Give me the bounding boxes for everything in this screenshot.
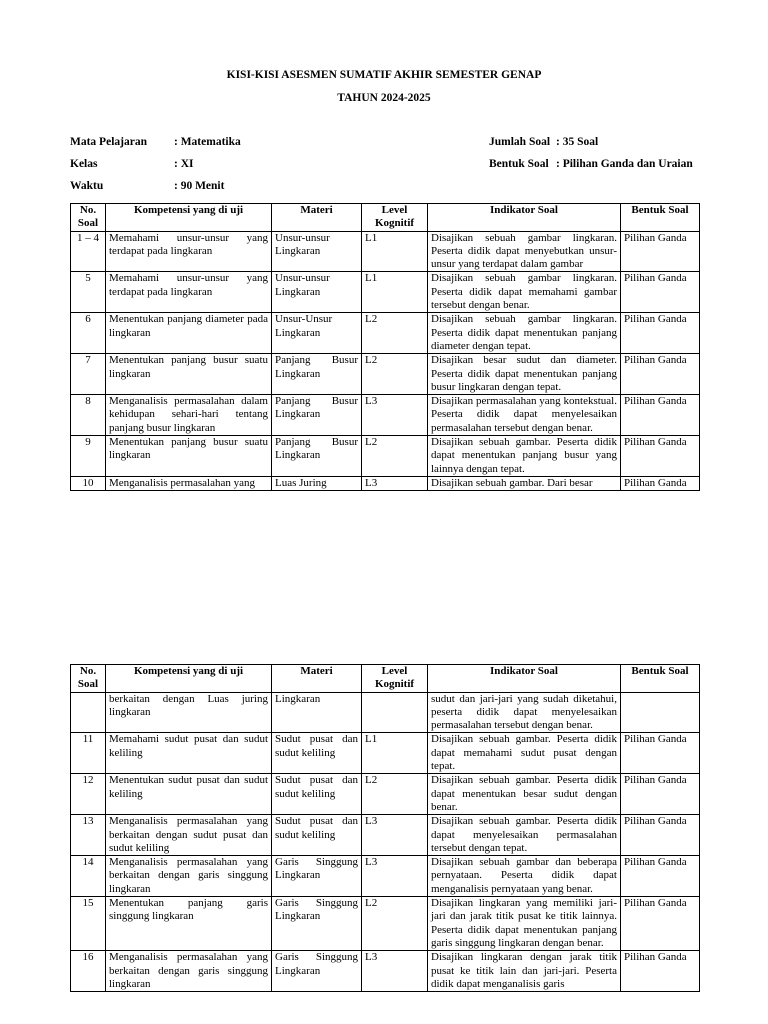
level-kognitif-cell: L2	[362, 436, 428, 477]
level-kognitif-cell: L1	[362, 272, 428, 313]
indikator-cell: Disajikan lingkaran dengan jarak titik pusat ke titik lain dan jari-jari. Peserta didik dapat menganalisis garis	[428, 951, 621, 992]
table-row	[71, 436, 700, 477]
bentuk-soal-cell: Pilihan Ganda	[621, 951, 700, 992]
bentuk-soal-cell: Pilihan Ganda	[621, 354, 700, 395]
table-row	[71, 476, 700, 490]
header-no-soal: No. Soal	[71, 665, 106, 693]
kompetensi-cell: Menentukan sudut pusat dan sudut keliling	[106, 774, 272, 815]
table-row	[71, 354, 700, 395]
materi-cell: Panjang Busur Lingkaran	[272, 395, 362, 436]
mapel-label: Mata Pelajaran	[70, 136, 147, 148]
level-kognitif-cell: L3	[362, 815, 428, 856]
no-soal-cell: 11	[71, 733, 106, 774]
table-row	[71, 897, 700, 951]
kompetensi-cell: Menentukan panjang busur suatu lingkaran	[106, 436, 272, 477]
bentuk-soal-cell: Pilihan Ganda	[621, 436, 700, 477]
no-soal-cell: 7	[71, 354, 106, 395]
bentuk-soal-value: : Pilihan Ganda dan Uraian	[556, 158, 693, 170]
materi-cell: Garis Singgung Lingkaran	[272, 951, 362, 992]
bentuk-soal-cell: Pilihan Ganda	[621, 733, 700, 774]
header-indikator-soal: Indikator Soal	[428, 665, 621, 693]
materi-cell: Unsur-unsur Lingkaran	[272, 231, 362, 272]
no-soal-cell	[71, 692, 106, 733]
header-bentuk-soal: Bentuk Soal	[621, 665, 700, 693]
no-soal-cell: 13	[71, 815, 106, 856]
bentuk-soal-cell: Pilihan Ganda	[621, 272, 700, 313]
table-row	[71, 733, 700, 774]
bentuk-soal-cell: Pilihan Ganda	[621, 774, 700, 815]
kelas-label: Kelas	[70, 158, 98, 170]
bentuk-soal-cell: Pilihan Ganda	[621, 476, 700, 490]
kompetensi-cell: Memahami sudut pusat dan sudut keliling	[106, 733, 272, 774]
materi-cell: Sudut pusat dan sudut keliling	[272, 733, 362, 774]
level-kognitif-cell: L3	[362, 951, 428, 992]
indikator-cell: sudut dan jari-jari yang sudah diketahui, peserta didik dapat menyelesaikan permasalahan tersebut dengan benar.	[428, 692, 621, 733]
level-kognitif-cell: L2	[362, 774, 428, 815]
materi-cell: Sudut pusat dan sudut keliling	[272, 774, 362, 815]
table-row	[71, 395, 700, 436]
materi-cell: Luas Juring	[272, 476, 362, 490]
level-kognitif-cell: L3	[362, 395, 428, 436]
kompetensi-cell: Menganalisis permasalahan yang berkaitan dengan sudut pusat dan sudut keliling	[106, 815, 272, 856]
kompetensi-cell: Menganalisis permasalahan yang	[106, 476, 272, 490]
indikator-cell: Disajikan sebuah gambar. Peserta didik dapat memahami sudut pusat dengan tepat.	[428, 733, 621, 774]
materi-cell: Panjang Busur Lingkaran	[272, 436, 362, 477]
indikator-cell: Disajikan sebuah gambar lingkaran. Peserta didik dapat memahami gambar tersebut dengan benar.	[428, 272, 621, 313]
bentuk-soal-cell: Pilihan Ganda	[621, 856, 700, 897]
kompetensi-cell: Menganalisis permasalahan yang berkaitan dengan garis singgung lingkaran	[106, 951, 272, 992]
kompetensi-cell: Menganalisis permasalahan dalam kehidupan sehari-hari tentang panjang busur lingkaran	[106, 395, 272, 436]
no-soal-cell: 6	[71, 313, 106, 354]
kisi-kisi-table-page-1	[70, 203, 700, 491]
header-level-kognitif: Level Kognitif	[362, 665, 428, 693]
kompetensi-cell: Menentukan panjang diameter pada lingkaran	[106, 313, 272, 354]
kompetensi-cell: Menentukan panjang garis singgung lingkaran	[106, 897, 272, 951]
indikator-cell: Disajikan lingkaran yang memiliki jari-jari dan jarak titik pusat ke titik lainnya. Peserta didik dapat menentukan panjang garis singgung lingkaran dengan benar.	[428, 897, 621, 951]
level-kognitif-cell: L3	[362, 856, 428, 897]
kompetensi-cell: Memahami unsur-unsur yang terdapat pada lingkaran	[106, 231, 272, 272]
document-title: KISI-KISI ASESMEN SUMATIF AKHIR SEMESTER GENAP	[226, 69, 542, 81]
no-soal-cell: 8	[71, 395, 106, 436]
level-kognitif-cell: L2	[362, 313, 428, 354]
header-indikator-soal: Indikator Soal	[428, 204, 621, 232]
indikator-cell: Disajikan sebuah gambar lingkaran. Peserta didik dapat menentukan panjang diameter dengan tepat.	[428, 313, 621, 354]
materi-cell: Unsur-Unsur Lingkaran	[272, 313, 362, 354]
jumlah-soal-label: Jumlah Soal	[489, 136, 551, 148]
indikator-cell: Disajikan sebuah gambar. Dari besar	[428, 476, 621, 490]
kisi-kisi-table-page-2	[70, 664, 700, 992]
bentuk-soal-cell: Pilihan Ganda	[621, 231, 700, 272]
bentuk-soal-label: Bentuk Soal	[489, 158, 549, 170]
materi-cell: Garis Singgung Lingkaran	[272, 856, 362, 897]
no-soal-cell: 10	[71, 476, 106, 490]
bentuk-soal-cell: Pilihan Ganda	[621, 815, 700, 856]
indikator-cell: Disajikan sebuah gambar. Peserta didik dapat menyelesaikan permasalahan tersebut dengan tepat.	[428, 815, 621, 856]
table-row	[71, 815, 700, 856]
level-kognitif-cell: L3	[362, 476, 428, 490]
materi-cell: Lingkaran	[272, 692, 362, 733]
header-level-kognitif: Level Kognitif	[362, 204, 428, 232]
materi-cell: Sudut pusat dan sudut keliling	[272, 815, 362, 856]
header-kompetensi: Kompetensi yang di uji	[106, 204, 272, 232]
no-soal-cell: 5	[71, 272, 106, 313]
header-materi: Materi	[272, 204, 362, 232]
kompetensi-cell: Menganalisis permasalahan yang berkaitan dengan garis singgung lingkaran	[106, 856, 272, 897]
indikator-cell: Disajikan sebuah gambar. Peserta didik dapat menentukan panjang busur yang lainnya dengan tepat.	[428, 436, 621, 477]
header-bentuk-soal: Bentuk Soal	[621, 204, 700, 232]
bentuk-soal-cell: Pilihan Ganda	[621, 313, 700, 354]
bentuk-soal-cell: Pilihan Ganda	[621, 395, 700, 436]
table-row	[71, 231, 700, 272]
bentuk-soal-cell: Pilihan Ganda	[621, 897, 700, 951]
level-kognitif-cell: L2	[362, 897, 428, 951]
no-soal-cell: 15	[71, 897, 106, 951]
indikator-cell: Disajikan sebuah gambar. Peserta didik dapat menentukan besar sudut dengan benar.	[428, 774, 621, 815]
kompetensi-cell: Menentukan panjang busur suatu lingkaran	[106, 354, 272, 395]
level-kognitif-cell: L1	[362, 733, 428, 774]
materi-cell: Garis Singgung Lingkaran	[272, 897, 362, 951]
no-soal-cell: 14	[71, 856, 106, 897]
no-soal-cell: 12	[71, 774, 106, 815]
table-row	[71, 692, 700, 733]
waktu-label: Waktu	[70, 180, 104, 192]
no-soal-cell: 9	[71, 436, 106, 477]
indikator-cell: Disajikan besar sudut dan diameter. Peserta didik dapat menentukan panjang busur lingkaran dengan tepat.	[428, 354, 621, 395]
table-row	[71, 313, 700, 354]
table-row	[71, 856, 700, 897]
indikator-cell: Disajikan permasalahan yang kontekstual. Peserta didik dapat menyelesaikan permasalahan tersebut dengan benar.	[428, 395, 621, 436]
mapel-value: : Matematika	[174, 136, 241, 148]
header-no-soal: No. Soal	[71, 204, 106, 232]
table-header-row	[71, 665, 700, 693]
waktu-value: : 90 Menit	[174, 180, 225, 192]
kompetensi-cell: Memahami unsur-unsur yang terdapat pada lingkaran	[106, 272, 272, 313]
jumlah-soal-value: : 35 Soal	[556, 136, 599, 148]
bentuk-soal-cell	[621, 692, 700, 733]
table-header-row	[71, 204, 700, 232]
header-materi: Materi	[272, 665, 362, 693]
materi-cell: Panjang Busur Lingkaran	[272, 354, 362, 395]
kelas-value: : XI	[174, 158, 194, 170]
table-row	[71, 774, 700, 815]
table-row	[71, 951, 700, 992]
no-soal-cell: 16	[71, 951, 106, 992]
indikator-cell: Disajikan sebuah gambar lingkaran. Peserta didik dapat menyebutkan unsur-unsur yang terdapat dalam gambar	[428, 231, 621, 272]
level-kognitif-cell	[362, 692, 428, 733]
document-subtitle: TAHUN 2024-2025	[337, 92, 431, 104]
header-kompetensi: Kompetensi yang di uji	[106, 665, 272, 693]
level-kognitif-cell: L1	[362, 231, 428, 272]
level-kognitif-cell: L2	[362, 354, 428, 395]
kompetensi-cell: berkaitan dengan Luas juring lingkaran	[106, 692, 272, 733]
materi-cell: Unsur-unsur Lingkaran	[272, 272, 362, 313]
table-row	[71, 272, 700, 313]
indikator-cell: Disajikan sebuah gambar dan beberapa pernyataan. Peserta didik dapat menganalisis pernyataan yang benar.	[428, 856, 621, 897]
no-soal-cell: 1 – 4	[71, 231, 106, 272]
